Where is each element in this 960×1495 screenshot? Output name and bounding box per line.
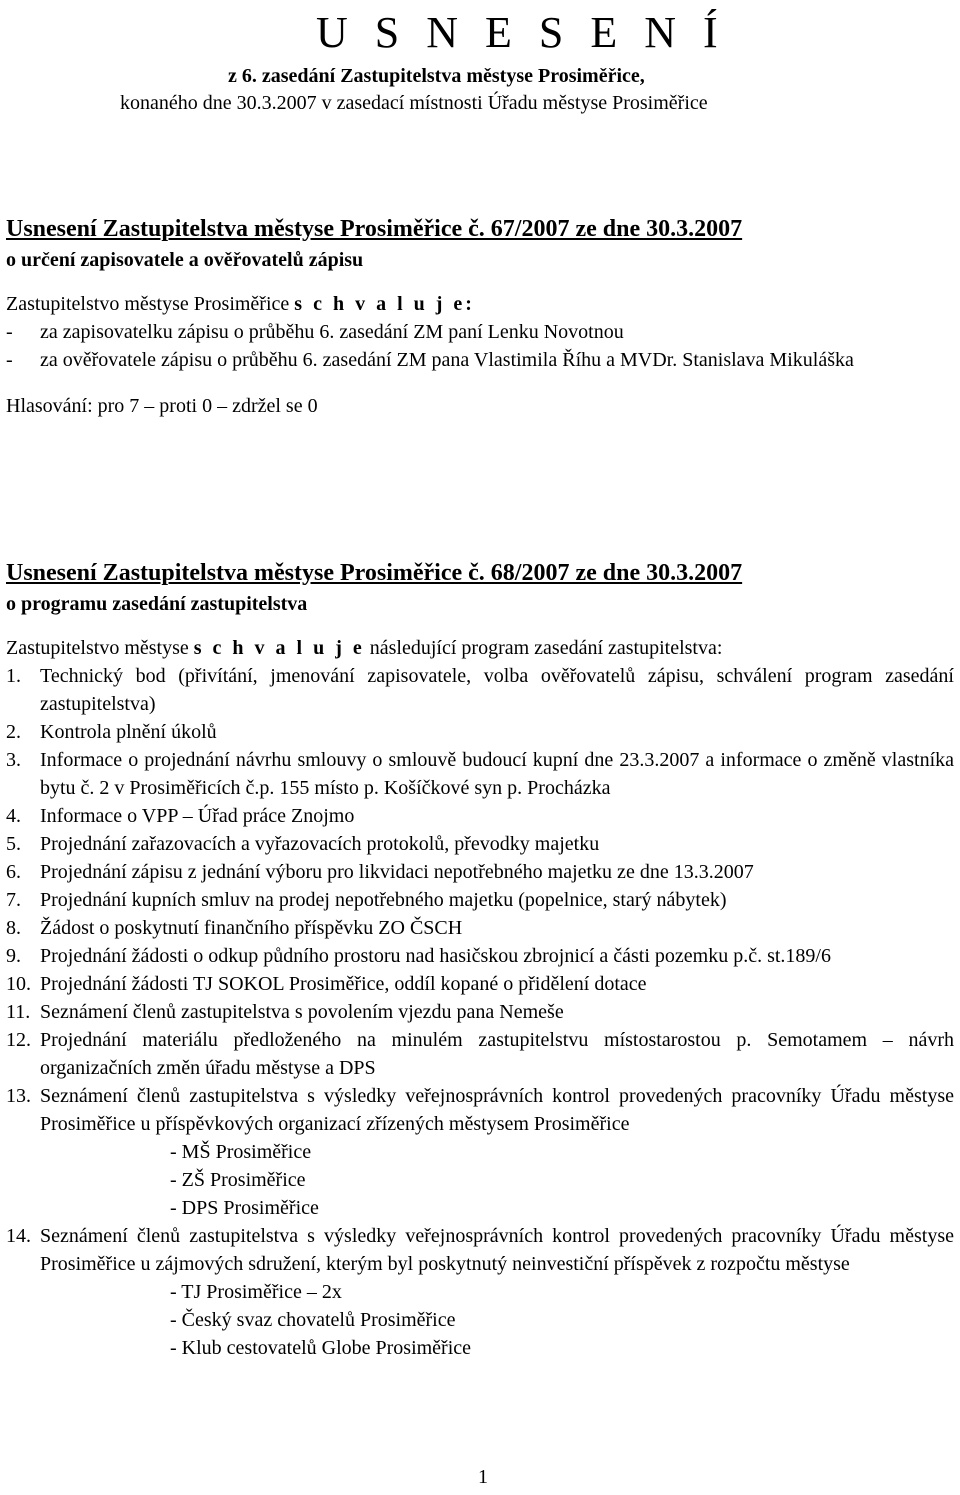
intro-verb: s c h v a l u j e:	[294, 293, 475, 315]
session-place-line: konaného dne 30.3.2007 v zasedací místnosti Úřadu městyse Prosiměřice	[120, 92, 708, 114]
resolution-67-heading: Usnesení Zastupitelstva městyse Prosiměřice č. 67/2007 ze dne 30.3.2007	[6, 216, 743, 242]
program-item: 14. Seznámení členů zastupitelstva s výsledky veřejnosprávních kontrol provedených pracovníky Úřadu městyse Prosiměřice u zájmových sdružení, kterým byl poskytnutý neinvestiční příspěvek z rozpočtu městyse - TJ Prosiměřice – 2x - Český svaz chovatelů Prosiměřice - Klub cestovatelů Globe Prosiměřice	[6, 1222, 954, 1362]
resolution-68-intro	[6, 634, 954, 662]
intro-text: Zastupitelstvo městyse	[6, 637, 194, 659]
resolution-68-heading: Usnesení Zastupitelstva městyse Prosiměřice č. 68/2007 ze dne 30.3.2007	[6, 560, 743, 586]
list-item: - ZŠ Prosiměřice	[170, 1169, 306, 1191]
program-item: 11. Seznámení členů zastupitelstva s povolením vjezdu pana Nemeše	[6, 1001, 564, 1023]
list-item: - za zapisovatelku zápisu o průběhu 6. zasedání ZM paní Lenku Novotnou	[6, 318, 954, 346]
resolution-67-subject: o určení zapisovatele a ověřovatelů zápisu	[6, 249, 364, 271]
program-item: 6. Projednání zápisu z jednání výboru pro likvidaci nepotřebného majetku ze dne 13.3.2007	[6, 861, 754, 883]
program-item: 8. Žádost o poskytnutí finančního příspěvku ZO ČSCH	[6, 917, 463, 939]
program-item: 13. Seznámení členů zastupitelstva s výsledky veřejnosprávních kontrol provedených pracovníky Úřadu městyse Prosiměřice u příspěvkových organizací zřízených městysem Prosiměřice - MŠ Prosiměřice - ZŠ Prosiměřice - DPS Prosiměřice	[6, 1082, 954, 1222]
program-item: 5. Projednání zařazovacích a vyřazovacích protokolů, převodky majetku	[6, 833, 600, 855]
program-item: 12. Projednání materiálu předloženého na minulém zastupitelstvu místostarostou p. Semotamem – návrh organizačních změn úřadu městyse a DPS	[6, 1029, 954, 1079]
list-item: - DPS Prosiměřice	[170, 1197, 319, 1219]
list-item: - Český svaz chovatelů Prosiměřice	[170, 1309, 456, 1331]
resolution-67	[6, 214, 954, 420]
program-14-sublist	[6, 1278, 954, 1362]
program-item: 9. Projednání žádosti o odkup půdního prostoru nad hasičskou zbrojnicí a části pozemku p.č. st.189/6	[6, 945, 831, 967]
program-list	[6, 662, 954, 1362]
resolution-67-list	[6, 318, 954, 374]
resolution-67-intro	[6, 290, 954, 318]
program-item: 4. Informace o VPP – Úřad práce Znojmo	[6, 805, 355, 827]
resolution-68-subject: o programu zasedání zastupitelstva	[6, 593, 308, 615]
intro-rest: následující program zasedání zastupitelstva:	[364, 637, 723, 659]
program-item: 7. Projednání kupních smluv na prodej nepotřebného majetku (popelnice, starý nábytek)	[6, 889, 727, 911]
intro-verb: s c h v a l u j e	[193, 637, 365, 659]
list-item: - Klub cestovatelů Globe Prosiměřice	[170, 1337, 472, 1359]
list-item: - TJ Prosiměřice – 2x	[170, 1281, 342, 1303]
resolution-68	[6, 558, 954, 1362]
list-item: - MŠ Prosiměřice	[170, 1141, 312, 1163]
program-item: 3. Informace o projednání návrhu smlouvy o smlouvě budoucí kupní dne 23.3.2007 a informace o změně vlastníka bytu č. 2 v Prosiměřicích č.p. 155 místo p. Košíčkové syn p. Procházka	[6, 749, 954, 799]
program-item: 2. Kontrola plnění úkolů	[6, 721, 217, 743]
dash-marker: -	[6, 349, 13, 371]
program-13-sublist	[6, 1138, 954, 1222]
resolution-67-vote: Hlasování: pro 7 – proti 0 – zdržel se 0	[6, 395, 318, 417]
document-title: U S N E S E N Í	[316, 8, 726, 57]
list-item: - za ověřovatele zápisu o průběhu 6. zasedání ZM pana Vlastimila Říhu a MVDr. Stanislava Mikuláška	[6, 346, 954, 374]
session-line: z 6. zasedání Zastupitelstva městyse Prosiměřice,	[228, 65, 645, 87]
program-item: 1. Technický bod (přivítání, jmenování zapisovatele, volba ověřovatelů zápisu, schválení program zasedání zastupitelstva)	[6, 665, 954, 715]
program-item: 10. Projednání žádosti TJ SOKOL Prosiměřice, oddíl kopané o přidělení dotace	[6, 973, 647, 995]
page-number: 1	[478, 1466, 488, 1488]
intro-text: Zastupitelstvo městyse Prosiměřice	[6, 293, 295, 315]
